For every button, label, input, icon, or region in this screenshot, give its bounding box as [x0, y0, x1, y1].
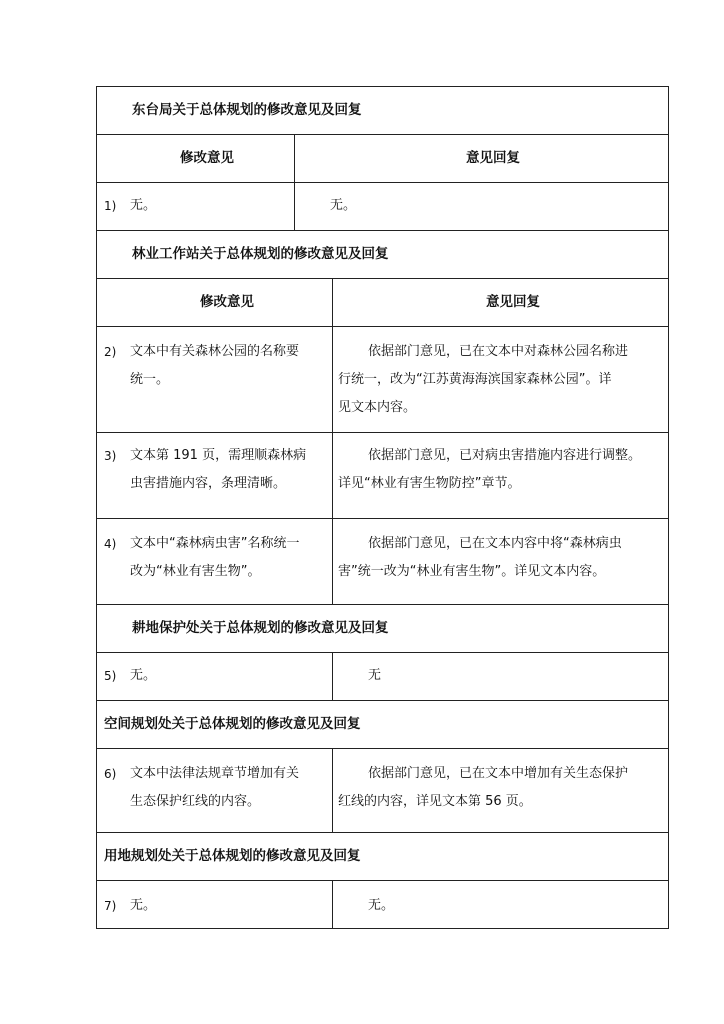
table-divider [96, 832, 669, 833]
row-number: 6) [104, 767, 117, 781]
column-header-opinion: 修改意见 [180, 150, 234, 166]
table-divider [96, 748, 669, 749]
opinion-line: 文本中法律法规章节增加有关 [130, 766, 300, 781]
row-number: 4) [104, 537, 117, 551]
opinion-line: 文本中有关森林公园的名称要 [130, 344, 300, 359]
section-title: 林业工作站关于总体规划的修改意见及回复 [132, 246, 389, 262]
reply-line: 详见“林业有害生物防控”章节。 [338, 476, 521, 491]
opinion-line: 改为“林业有害生物”。 [130, 564, 261, 579]
table-divider [96, 230, 669, 231]
reply-text: 无 [368, 668, 382, 683]
opinion-text: 无。 [130, 898, 157, 913]
reply-line: 行统一，改为“江苏黄海海滨国家森林公园”。详 [338, 372, 612, 387]
column-header-reply: 意见回复 [486, 294, 540, 310]
opinion-line: 生态保护红线的内容。 [130, 794, 261, 809]
reply-line: 依据部门意见，已对病虫害措施内容进行调整。 [368, 448, 642, 463]
opinion-line: 文本中“森林病虫害”名称统一 [130, 536, 300, 551]
reply-line: 红线的内容，详见文本第 56 页。 [338, 794, 532, 809]
table-divider [96, 604, 669, 605]
reply-line: 依据部门意见，已在文本中对森林公园名称进 [368, 344, 629, 359]
table-divider [96, 700, 669, 701]
table-divider [96, 134, 669, 135]
column-divider [332, 278, 333, 604]
section-title: 用地规划处关于总体规划的修改意见及回复 [104, 848, 361, 864]
opinion-text: 无。 [130, 198, 157, 213]
column-divider [294, 134, 295, 230]
table-divider [96, 652, 669, 653]
reply-text: 无。 [368, 898, 395, 913]
table-divider [96, 182, 669, 183]
section-title: 东台局关于总体规划的修改意见及回复 [132, 102, 362, 118]
table-divider [96, 326, 669, 327]
column-header-opinion: 修改意见 [200, 294, 254, 310]
reply-line: 害”统一改为“林业有害生物”。详见文本内容。 [338, 564, 606, 579]
section-title: 空间规划处关于总体规划的修改意见及回复 [104, 716, 361, 732]
table-divider [96, 518, 669, 519]
column-divider [332, 880, 333, 929]
reply-line: 依据部门意见，已在文本内容中将“森林病虫 [368, 536, 622, 551]
opinion-line: 文本第 191 页，需理顺森林病 [130, 448, 307, 463]
column-header-reply: 意见回复 [466, 150, 520, 166]
reply-line: 见文本内容。 [338, 400, 417, 415]
section-title: 耕地保护处关于总体规划的修改意见及回复 [132, 620, 389, 636]
row-number: 7) [104, 899, 117, 913]
row-number: 2) [104, 345, 117, 359]
table-divider [96, 432, 669, 433]
table-divider [96, 278, 669, 279]
reply-text: 无。 [330, 198, 357, 213]
reply-line: 依据部门意见，已在文本中增加有关生态保护 [368, 766, 629, 781]
row-number: 1) [104, 199, 117, 213]
row-number: 3) [104, 449, 117, 463]
opinion-line: 统一。 [130, 372, 170, 387]
column-divider [332, 652, 333, 700]
table-divider [96, 880, 669, 881]
row-number: 5) [104, 669, 117, 683]
opinion-line: 虫害措施内容，条理清晰。 [130, 476, 287, 491]
opinion-text: 无。 [130, 668, 157, 683]
column-divider [332, 748, 333, 832]
